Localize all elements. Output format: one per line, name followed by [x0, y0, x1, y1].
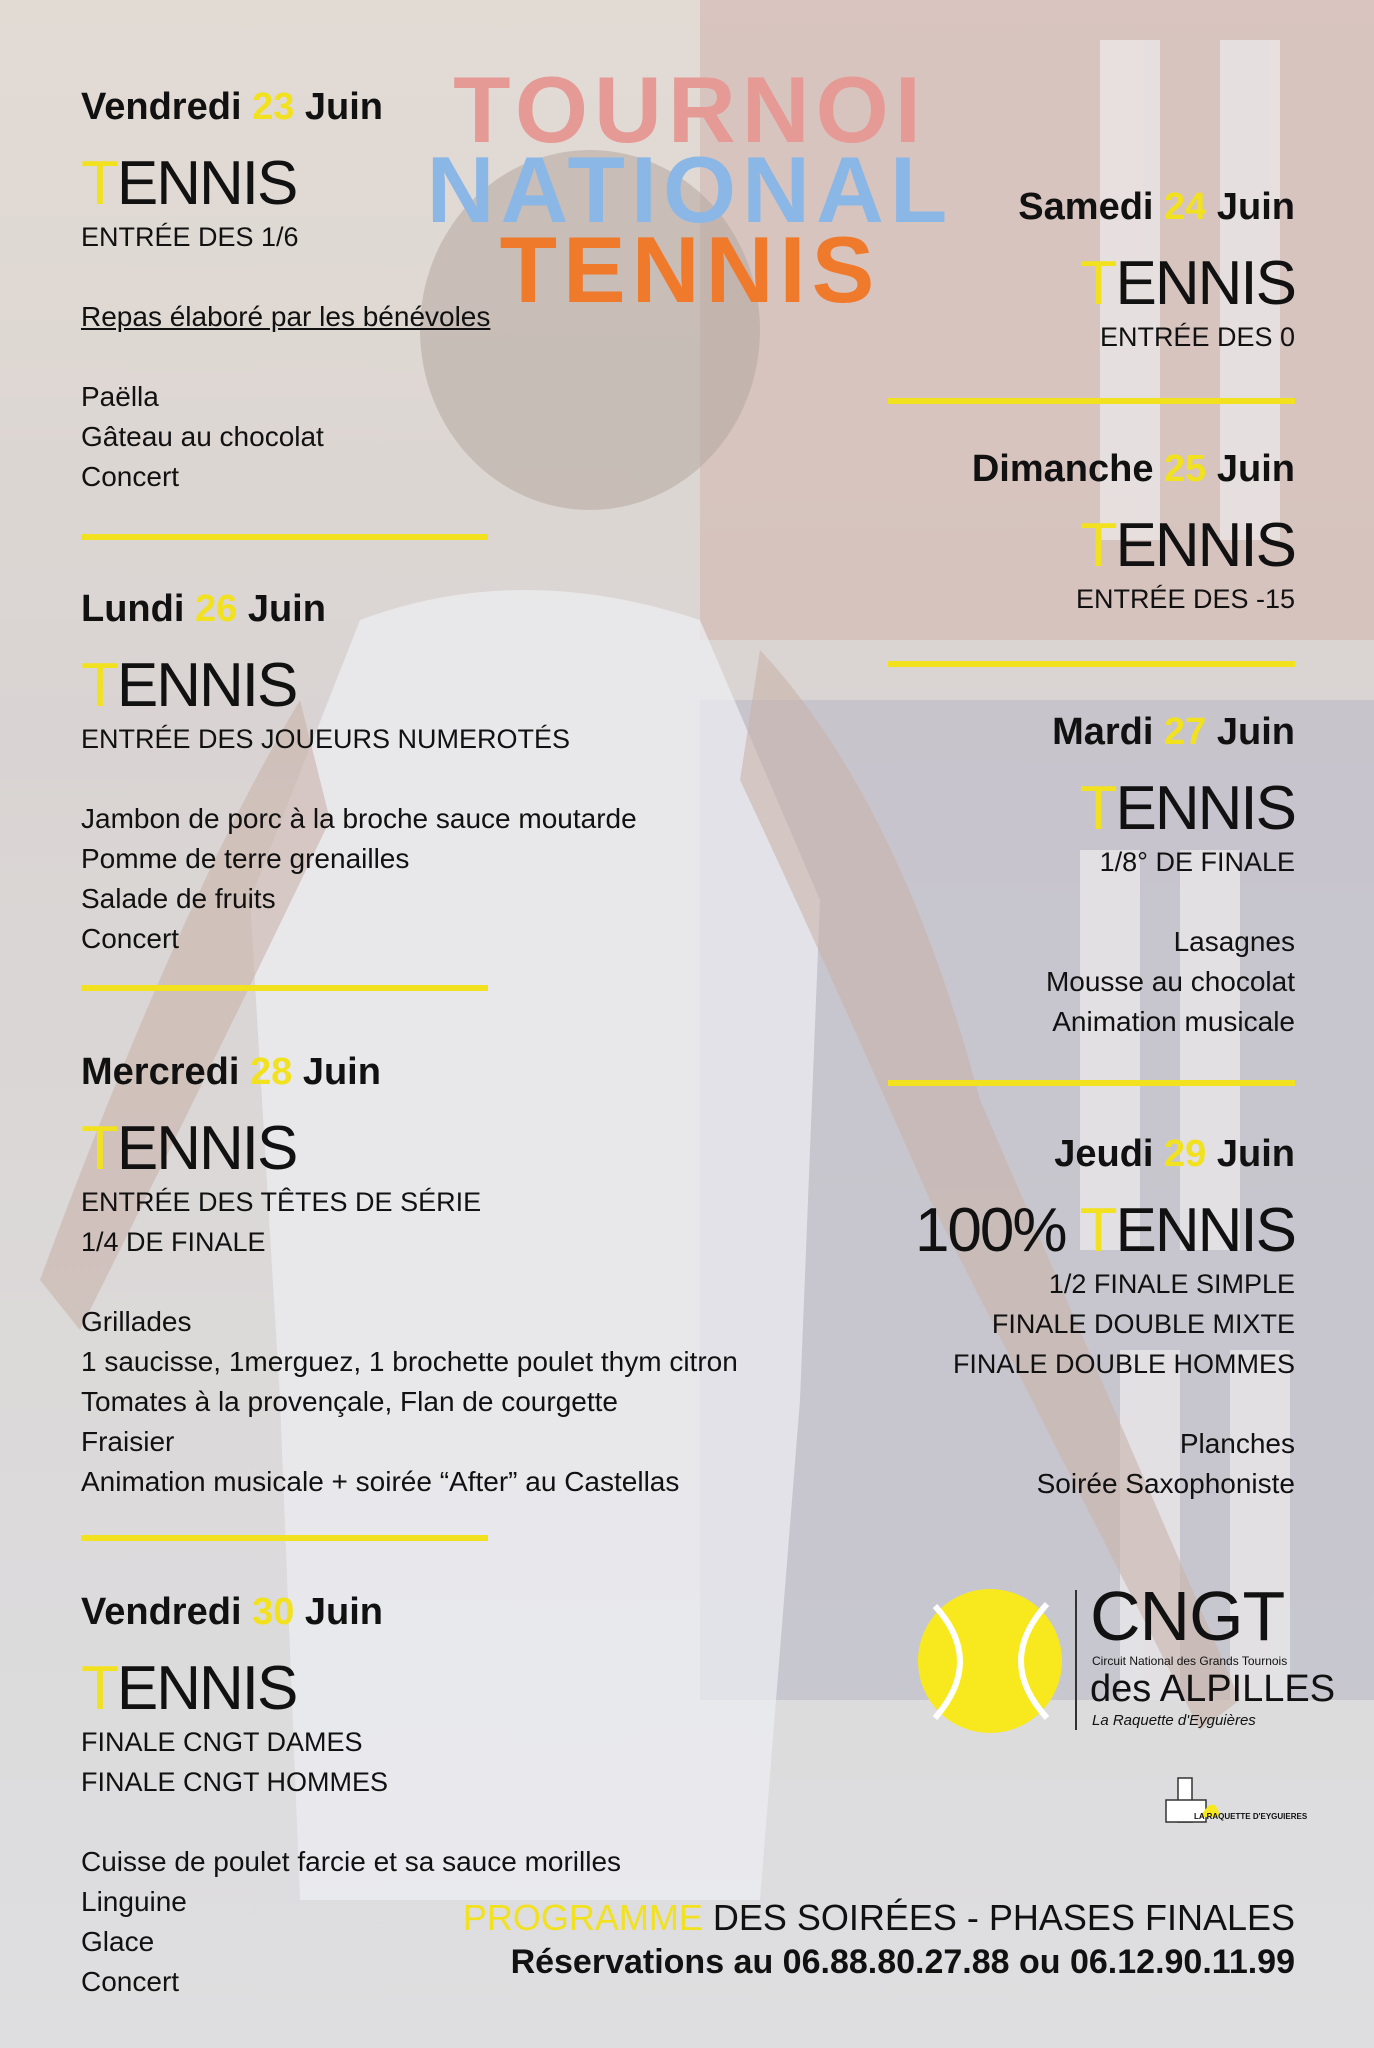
menu-item: Gâteau au chocolat — [81, 421, 324, 452]
event-sub: ENTRÉE DES TÊTES DE SÉRIE — [81, 1187, 482, 1217]
title-line-1: TOURNOI — [453, 57, 927, 162]
title-line-2: NATIONAL — [426, 137, 954, 242]
day-heading: Vendredi 30 Juin — [81, 1591, 384, 1633]
title-line-3: TENNIS — [499, 217, 881, 322]
day-heading: Jeudi 29 Juin — [1054, 1133, 1295, 1175]
day-block-lundi-26 — [81, 587, 637, 959]
menu-item: Lasagnes — [1173, 926, 1295, 957]
event-sub: FINALE CNGT HOMMES — [81, 1767, 389, 1797]
event-sub: 1/8° DE FINALE — [1099, 847, 1295, 877]
menu-item: Paëlla — [81, 381, 159, 412]
day-block-mercredi-28 — [81, 1050, 738, 1502]
menu-item: Animation musicale — [1052, 1006, 1295, 1037]
event-tennis: TENNIS — [1079, 511, 1295, 580]
programme-line: PROGRAMME DES SOIRÉES - PHASES FINALES — [462, 1897, 1295, 1938]
day-heading: Samedi 24 Juin — [1018, 186, 1295, 228]
event-sub: ENTRÉE DES 1/6 — [81, 222, 299, 252]
logo-tagline: La Raquette d'Eyguières — [1092, 1712, 1256, 1729]
logo-name: CNGT — [1090, 1577, 1285, 1655]
day-heading: Vendredi 23 Juin — [81, 86, 384, 128]
event-sub: FINALE CNGT DAMES — [81, 1727, 363, 1757]
menu-item: Concert — [81, 461, 180, 492]
logo-place: des ALPILLES — [1090, 1668, 1336, 1710]
menu-item: 1 saucisse, 1merguez, 1 brochette poulet thym citron — [81, 1346, 738, 1377]
menu-item: Mousse au chocolat — [1045, 966, 1295, 997]
day-heading: Mardi 27 Juin — [1052, 711, 1295, 753]
menu-item: Glace — [81, 1926, 155, 1957]
event-sub: 1/4 DE FINALE — [81, 1227, 266, 1257]
menu-item: Cuisse de poulet farcie et sa sauce morilles — [81, 1846, 622, 1877]
day-block-samedi-24 — [1018, 185, 1295, 357]
divider — [81, 985, 488, 991]
menu-item: Concert — [81, 1966, 180, 1997]
menu-item: Fraisier — [81, 1426, 175, 1457]
menu-item: Salade de fruits — [81, 883, 276, 914]
event-sub: FINALE DOUBLE HOMMES — [952, 1349, 1295, 1379]
menu-item: Animation musicale + soirée “After” au Castellas — [81, 1466, 680, 1497]
event-sub: ENTRÉE DES JOUEURS NUMEROTÉS — [81, 724, 571, 754]
day-block-vendredi-23 — [81, 85, 490, 497]
day-heading: Lundi 26 Juin — [81, 588, 326, 630]
menu-item: Planches — [1179, 1428, 1295, 1459]
day-heading: Mercredi 28 Juin — [81, 1051, 381, 1093]
event-sub: ENTRÉE DES 0 — [1099, 322, 1295, 352]
reservations-line: Réservations au 06.88.80.27.88 ou 06.12.90.11.99 — [510, 1943, 1295, 1981]
day-block-jeudi-29 — [915, 1132, 1295, 1504]
menu-header: Repas élaboré par les bénévoles — [81, 301, 491, 332]
day-block-mardi-27 — [1046, 710, 1295, 1042]
event-sub: 1/2 FINALE SIMPLE — [1048, 1269, 1295, 1299]
logo-divider — [1075, 1590, 1077, 1730]
event-tennis: TENNIS — [81, 651, 297, 720]
menu-item: Tomates à la provençale, Flan de courgette — [81, 1386, 618, 1417]
badge-text: LA RAQUETTE D'EYGUIERES — [1194, 1812, 1308, 1821]
menu-item: Linguine — [81, 1886, 187, 1917]
divider — [888, 1080, 1295, 1086]
divider — [81, 1535, 488, 1541]
event-sub: FINALE DOUBLE MIXTE — [991, 1309, 1295, 1339]
event-tennis: TENNIS — [1079, 774, 1295, 843]
event-tennis: 100% TENNIS — [914, 1196, 1295, 1265]
menu-item: Jambon de porc à la broche sauce moutarde — [81, 803, 637, 834]
event-tennis: TENNIS — [81, 149, 297, 218]
event-tennis: TENNIS — [1079, 249, 1295, 318]
day-block-dimanche-25 — [972, 447, 1295, 619]
divider — [888, 398, 1295, 404]
menu-item: Pomme de terre grenailles — [81, 843, 410, 874]
menu-item: Grillades — [81, 1306, 192, 1337]
footer — [463, 1896, 1295, 1984]
event-tennis: TENNIS — [81, 1654, 297, 1723]
event-sub: ENTRÉE DES -15 — [1075, 584, 1295, 614]
divider — [81, 534, 488, 540]
cngt-logo — [915, 1577, 1336, 1740]
event-tennis: TENNIS — [81, 1114, 297, 1183]
tennis-ball-icon — [915, 1586, 1065, 1736]
logo-full-name: Circuit National des Grands Tournois — [1092, 1654, 1288, 1668]
menu-item: Concert — [81, 923, 180, 954]
club-badge — [1160, 1772, 1308, 1832]
day-heading: Dimanche 25 Juin — [971, 448, 1295, 490]
menu-item: Soirée Saxophoniste — [1036, 1468, 1295, 1499]
divider — [888, 661, 1295, 667]
